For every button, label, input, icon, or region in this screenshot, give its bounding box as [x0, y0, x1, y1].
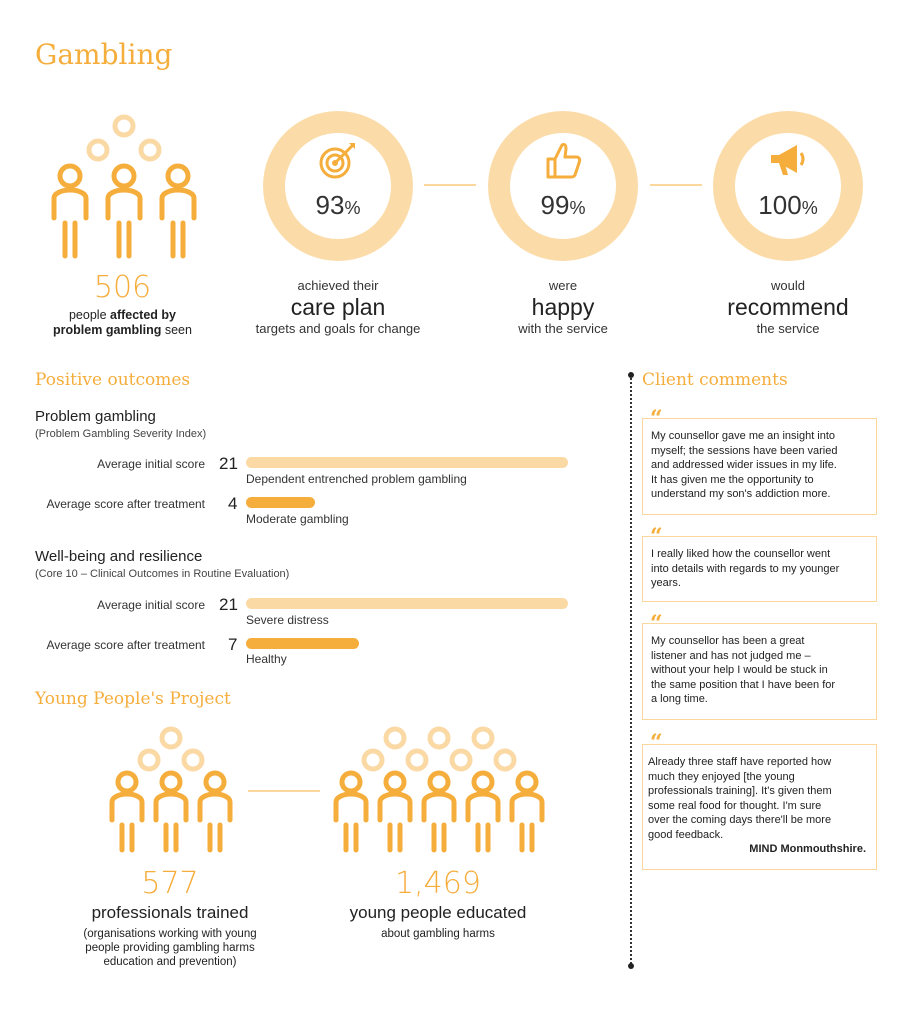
young-people-educated-value: 1,469: [395, 866, 481, 901]
quote-icon: “: [650, 730, 663, 756]
stat-big: care plan: [290, 294, 386, 320]
happy-percent: [488, 190, 638, 221]
comment-line: and addressed wider issues in my life.: [651, 459, 837, 471]
people-group-icon: [40, 110, 210, 260]
score-description: Dependent entrenched problem gambling: [246, 472, 467, 486]
caption-line: education and prevention): [103, 956, 237, 968]
score-label: Average initial score: [97, 457, 205, 471]
percent-value: 100: [758, 190, 802, 220]
comment-line: some real food for thought. I'm sure: [648, 799, 822, 812]
comment-line: without your help I would be stuck in: [651, 664, 828, 676]
megaphone-icon: [767, 139, 809, 181]
positive-outcomes-heading: Positive outcomes: [35, 370, 191, 390]
comment-signature: MIND Monmouthshire.: [749, 843, 866, 855]
stat-post: the service: [756, 321, 820, 336]
caption-bold: affected by: [110, 308, 176, 322]
young-people-heading: Young People's Project: [35, 689, 231, 709]
score-value: 4: [228, 494, 238, 513]
comment-card: [642, 418, 877, 515]
quote-icon: “: [650, 524, 663, 550]
comment-line: much they enjoyed [the young: [648, 770, 795, 783]
percent-unit: %: [344, 198, 361, 218]
care-plan-caption: [238, 278, 438, 336]
stat-pre: achieved their: [297, 278, 379, 293]
score-bar: [246, 638, 359, 649]
score-label: Average initial score: [97, 598, 205, 612]
caption-text: people: [68, 308, 110, 322]
divider-dot: [628, 963, 634, 969]
comment-line: professionals training]. It's given them: [648, 785, 832, 797]
comment-line: into details with regards to my younger: [651, 562, 840, 575]
group-title: Problem gambling: [35, 408, 156, 425]
client-comments-heading: Client comments: [642, 370, 788, 390]
young-people-educated-caption: [318, 903, 558, 941]
connector-line: [248, 790, 320, 792]
percent-unit: %: [801, 198, 818, 218]
score-description: Healthy: [246, 652, 287, 666]
quote-icon: “: [650, 611, 663, 637]
professionals-group-icon: [100, 724, 240, 854]
stat-pre: would: [771, 278, 805, 293]
score-bar: [246, 457, 568, 468]
score-bar: [246, 497, 315, 508]
care-plan-ring: [263, 111, 413, 261]
comment-line: My counsellor has been a great: [651, 635, 805, 647]
care-plan-percent: [263, 190, 413, 221]
stat-big: recommend: [727, 294, 849, 320]
stat-post: targets and goals for change: [255, 321, 421, 336]
caption-big: young people educated: [349, 903, 527, 922]
stat-pre: were: [548, 278, 578, 293]
comment-line: Already three staff have reported how: [648, 756, 832, 768]
percent-value: 93: [315, 190, 345, 220]
caption-bold: problem gambling: [53, 323, 162, 337]
thumbs-up-icon: [542, 139, 584, 181]
group-subtitle: (Core 10 – Clinical Outcomes in Routine Evaluation): [35, 568, 290, 580]
comment-card: [642, 536, 877, 602]
score-description: Moderate gambling: [246, 512, 349, 526]
people-seen-caption: [30, 308, 215, 338]
score-description: Severe distress: [246, 613, 329, 627]
score-value: 21: [219, 595, 238, 614]
comment-line: myself; the sessions have been varied: [651, 444, 838, 457]
professionals-trained-value: 577: [141, 866, 199, 901]
comment-line: It has given me the opportunity to: [651, 473, 814, 486]
comment-line: My counsellor gave me an insight into: [651, 430, 836, 442]
target-icon: [317, 139, 359, 181]
comment-line: years.: [651, 577, 681, 589]
page-title: Gambling: [35, 38, 173, 71]
group-subtitle: (Problem Gambling Severity Index): [35, 428, 207, 440]
score-value: 7: [228, 635, 238, 654]
caption-line: people providing gambling harms: [85, 942, 255, 954]
happy-caption: [463, 278, 663, 336]
percent-value: 99: [540, 190, 570, 220]
connector-line: [650, 184, 702, 186]
recommend-percent: [713, 190, 863, 221]
caption-big: professionals trained: [91, 903, 249, 922]
comment-line: understand my son's addiction more.: [651, 488, 831, 500]
caption-line: (organisations working with young: [83, 928, 257, 940]
connector-line: [424, 184, 476, 186]
group-title: Well-being and resilience: [35, 548, 203, 565]
recommend-caption: [688, 278, 888, 336]
comment-line: I really liked how the counsellor went: [651, 548, 831, 560]
comment-line: the same position that I have been for: [651, 678, 836, 691]
quote-icon: “: [650, 406, 663, 432]
percent-unit: %: [569, 198, 586, 218]
divider-line: [630, 378, 632, 964]
stat-post: with the service: [518, 321, 608, 336]
comment-line: good feedback.: [648, 828, 724, 841]
stat-big: happy: [531, 294, 595, 320]
score-bar: [246, 598, 568, 609]
score-label: Average score after treatment: [46, 638, 205, 652]
recommend-ring: [713, 111, 863, 261]
comment-card: [642, 623, 877, 720]
score-label: Average score after treatment: [46, 497, 205, 511]
young-people-group-icon: [328, 724, 550, 854]
caption-text: seen: [161, 323, 192, 337]
comment-line: over the coming days there'll be more: [648, 814, 832, 826]
people-seen-value: 506: [93, 270, 152, 305]
caption-line: about gambling harms: [381, 928, 495, 940]
happy-ring: [488, 111, 638, 261]
comment-line: a long time.: [651, 693, 708, 705]
comment-line: listener and has not judged me –: [651, 649, 811, 662]
professionals-trained-caption: [55, 903, 285, 969]
comment-card: [642, 744, 877, 870]
score-value: 21: [219, 454, 238, 473]
